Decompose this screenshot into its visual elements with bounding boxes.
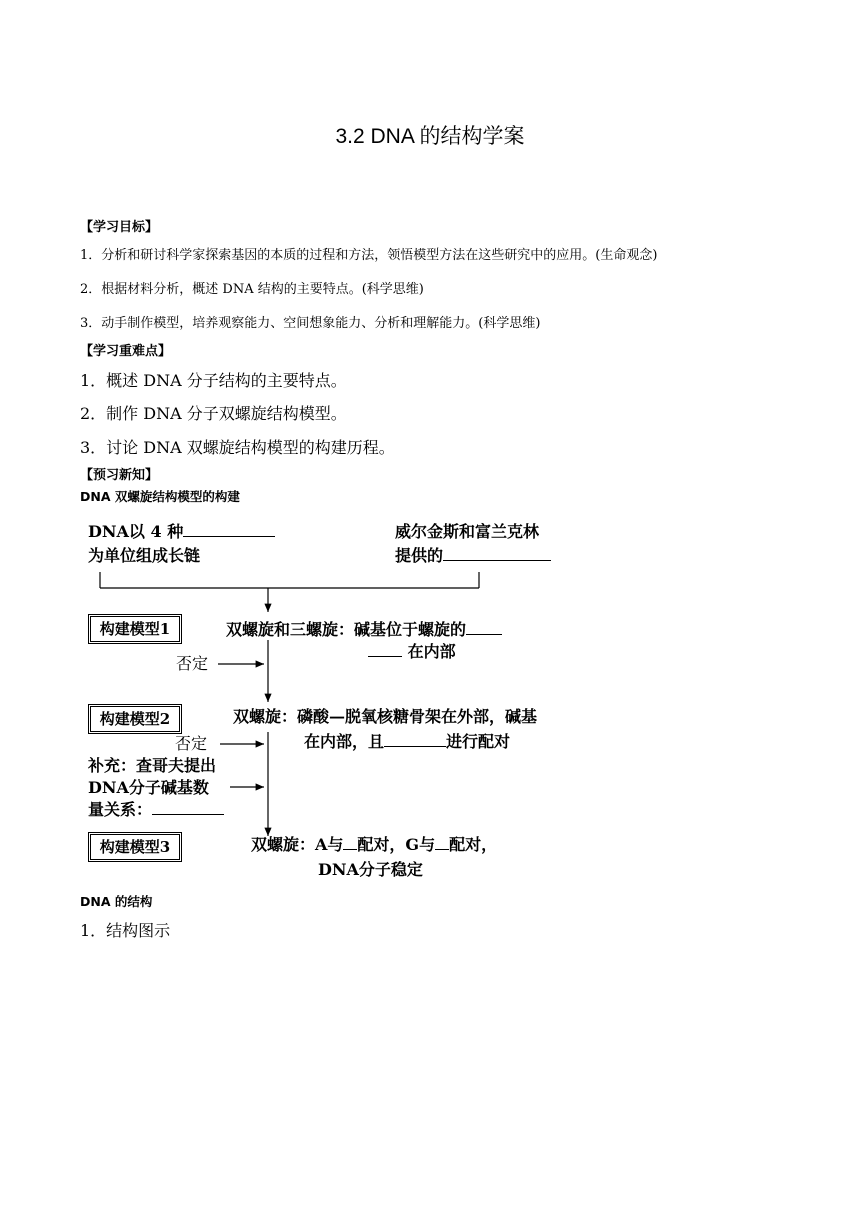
supplement-line1: 补充：查哥夫提出 [88, 756, 217, 775]
negate-label-2: 否定 [175, 734, 208, 753]
answer-blank [466, 618, 502, 635]
answer-blank [343, 833, 357, 850]
negate-label-1: 否定 [176, 654, 209, 673]
answer-blank [152, 798, 224, 815]
preview-subheading-model: DNA 双螺旋结构模型的构建 [80, 489, 240, 504]
model-1-text-line1: 双螺旋和三螺旋：碱基位于螺旋的 [226, 618, 502, 642]
diagram-top-right-line1: 威尔金斯和富兰克林 [395, 522, 540, 541]
model-1-text-line2: 在内部 [368, 640, 456, 664]
model-3-box: 构建模型3 [88, 832, 182, 862]
key-point-2: 2．制作 DNA 分子双螺旋结构模型。 [80, 404, 347, 423]
goal-item-3: 3．动手制作模型，培养观察能力、空间想象能力、分析和理解能力。(科学思维) [80, 316, 541, 331]
answer-blank [443, 544, 551, 561]
preview-subheading-structure: DNA 的结构 [80, 894, 153, 909]
goals-heading: 【学习目标】 [80, 220, 159, 235]
goal-item-2: 2．根据材料分析，概述 DNA 结构的主要特点。(科学思维) [80, 282, 424, 297]
answer-blank [435, 833, 449, 850]
answer-blank [368, 640, 402, 657]
model-3-text-line1: 双螺旋：A与 配对，G与 配对， [251, 835, 498, 854]
model-2-text-line2: 在内部，且 进行配对 [304, 732, 511, 751]
diagram-top-left-line2: 为单位组成长链 [88, 546, 201, 565]
key-point-1: 1．概述 DNA 分子结构的主要特点。 [80, 371, 347, 390]
diagram-top-left-line1: DNA以 4 种 [88, 520, 275, 544]
key-points-heading: 【学习重难点】 [80, 344, 172, 359]
structure-item-1: 1．结构图示 [80, 921, 171, 940]
page-title: 3.2 DNA 的结构学案 [335, 125, 525, 148]
model-3-text-line2: DNA分子稳定 [318, 860, 423, 879]
supplement-line2: DNA分子碱基数 [88, 778, 209, 797]
preview-heading: 【预习新知】 [80, 468, 159, 483]
model-2-box: 构建模型2 [88, 704, 182, 734]
answer-blank [183, 520, 275, 537]
goal-item-1: 1．分析和研讨科学家探索基因的本质的过程和方法，领悟模型方法在这些研究中的应用。(生命观念) [80, 248, 658, 263]
model-1-box: 构建模型1 [88, 614, 182, 644]
key-point-3: 3．讨论 DNA 双螺旋结构模型的构建历程。 [80, 438, 395, 457]
model-2-text-line1: 双螺旋：磷酸—脱氧核糖骨架在外部，碱基 [233, 707, 538, 726]
answer-blank [384, 730, 446, 747]
diagram-top-right-line2: 提供的 [395, 544, 551, 568]
supplement-line3: 量关系： [88, 798, 224, 822]
